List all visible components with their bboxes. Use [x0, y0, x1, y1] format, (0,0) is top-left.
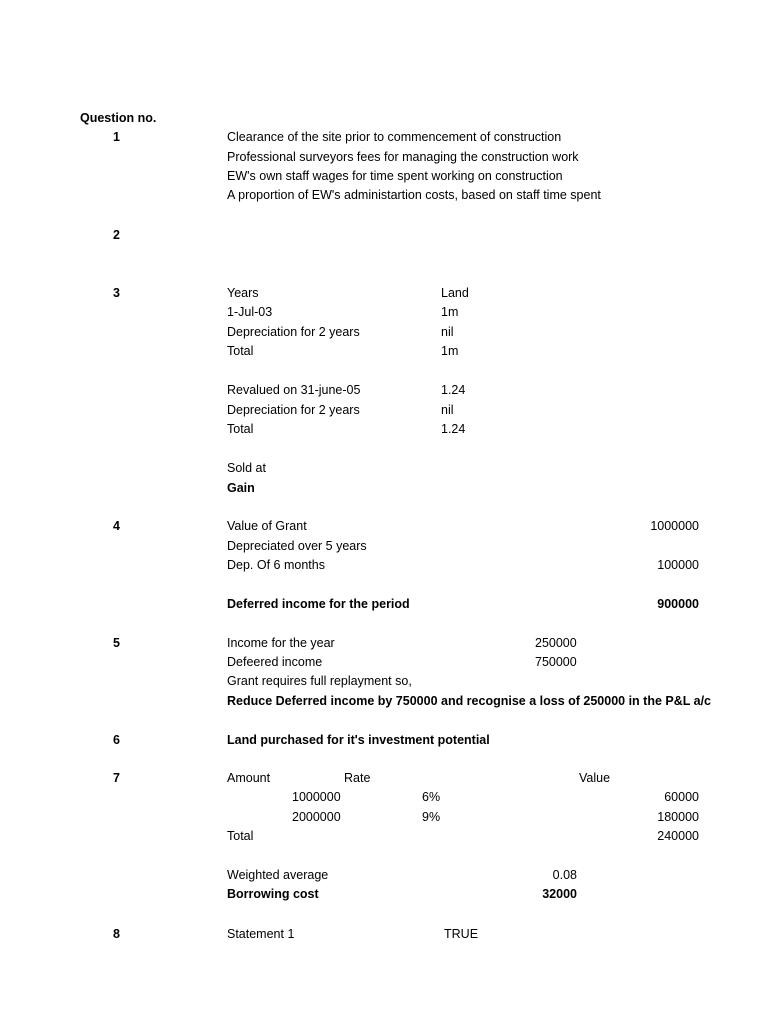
q4-grant-value: 1000000 [650, 519, 699, 533]
q4-deferred-income-value: 900000 [657, 597, 699, 611]
q3-date-1-value: 1m [441, 305, 459, 319]
q3-total-2: Total [227, 422, 254, 436]
q6-text: Land purchased for it's investment potential [227, 733, 490, 747]
q5-deferred: Defeered income [227, 655, 323, 669]
question-number-5: 5 [113, 636, 120, 650]
question-number-2: 2 [113, 228, 120, 242]
q8-statement-1: Statement 1 [227, 927, 295, 941]
q5-grant-requires: Grant requires full replayment so, [227, 674, 412, 688]
q4-dep-6-months: Dep. Of 6 months [227, 558, 325, 572]
q1-line-3: EW's own staff wages for time spent working on construction [227, 169, 563, 183]
q8-statement-1-value: TRUE [444, 927, 479, 941]
q3-sold-at: Sold at [227, 461, 266, 475]
q3-depreciation-1: Depreciation for 2 years [227, 325, 360, 339]
q7-amount-header: Amount [227, 771, 271, 785]
question-number-7: 7 [113, 771, 120, 785]
q7-borrowing-cost-value: 32000 [542, 887, 577, 901]
q7-rate-header: Rate [344, 771, 371, 785]
q3-revalued-value: 1.24 [441, 383, 466, 397]
q7-row-1-value: 60000 [664, 790, 699, 804]
q4-grant-label: Value of Grant [227, 519, 307, 533]
q4-deferred-income: Deferred income for the period [227, 597, 410, 611]
q5-reduce-statement: Reduce Deferred income by 750000 and recognise a loss of 250000 in the P&L a/c [227, 694, 712, 708]
q5-income: Income for the year [227, 636, 335, 650]
q7-weighted-average: Weighted average [227, 868, 329, 882]
q7-borrowing-cost: Borrowing cost [227, 887, 319, 901]
q7-value-header: Value [579, 771, 611, 785]
q7-weighted-average-value: 0.08 [552, 868, 577, 882]
q3-depreciation-2: Depreciation for 2 years [227, 403, 360, 417]
q3-total-2-value: 1.24 [441, 422, 466, 436]
q3-depreciation-1-value: nil [441, 325, 454, 339]
q3-date-1: 1-Jul-03 [227, 305, 273, 319]
q7-total: Total [227, 829, 254, 843]
q5-deferred-value: 750000 [535, 655, 577, 669]
q7-row-1-rate: 6% [422, 790, 441, 804]
q1-line-1: Clearance of the site prior to commencement of construction [227, 130, 562, 144]
q3-total-1-value: 1m [441, 344, 459, 358]
question-number-3: 3 [113, 286, 120, 300]
question-no-header: Question no. [80, 111, 157, 125]
q7-total-value: 240000 [657, 829, 699, 843]
q4-depreciated: Depreciated over 5 years [227, 539, 367, 553]
q7-row-1-amount: 1000000 [292, 790, 341, 804]
q7-row-2-value: 180000 [657, 810, 699, 824]
q3-total-1: Total [227, 344, 254, 358]
q1-line-4: A proportion of EW's administartion costs, based on staff time spent [227, 188, 601, 202]
question-number-8: 8 [113, 927, 120, 941]
question-number-4: 4 [113, 519, 120, 533]
q7-row-2-rate: 9% [422, 810, 441, 824]
q3-years-label: Years [227, 286, 259, 300]
question-number-1: 1 [113, 130, 120, 144]
q3-depreciation-2-value: nil [441, 403, 454, 417]
q5-income-value: 250000 [535, 636, 577, 650]
q4-dep-6-months-value: 100000 [657, 558, 699, 572]
q1-line-2: Professional surveyors fees for managing the construction work [227, 150, 579, 164]
q7-row-2-amount: 2000000 [292, 810, 341, 824]
question-number-6: 6 [113, 733, 120, 747]
q3-gain: Gain [227, 481, 255, 495]
q3-revalued: Revalued on 31-june-05 [227, 383, 361, 397]
q3-land-label: Land [441, 286, 469, 300]
